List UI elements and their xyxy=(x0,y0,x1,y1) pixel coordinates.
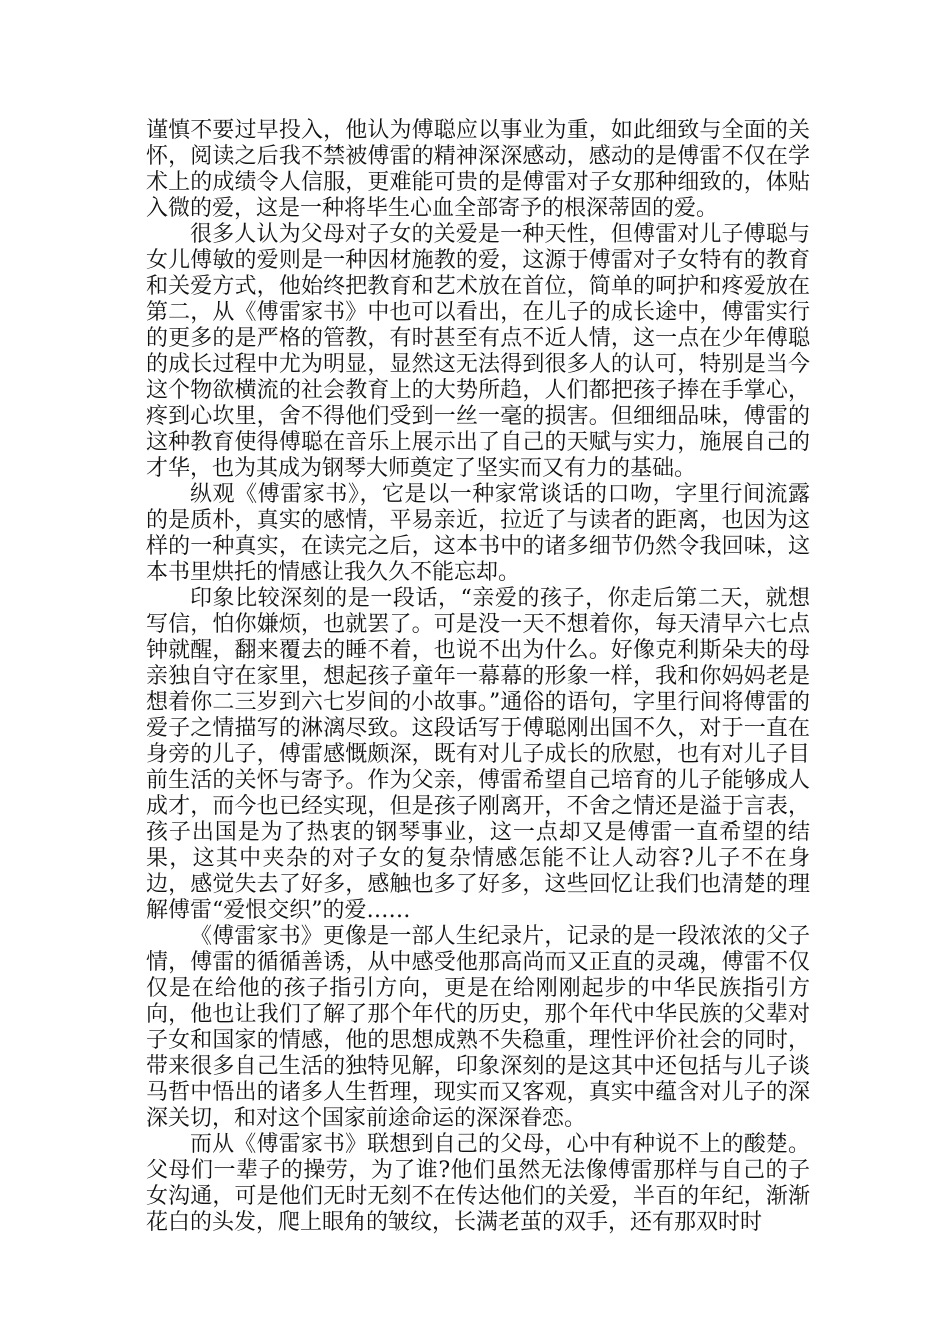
document-body xyxy=(146,118,810,1236)
paragraph-4: 印象比较深刻的是一段话，“亲爱的孩子，你走后第二天，就想写信，怕你嫌烦，也就罢了。可是没一天不想着你，每天清早六七点钟就醒，翻来覆去的睡不着，也说不出为什么。好像克利斯朵夫的母亲独自守在家里，想起孩子童年一幕幕的形象一样，我和你妈妈老是想着你二三岁到六七岁间的小故事。”通俗的语句，字里行间将傅雷的爱子之情描写的淋漓尽致。这段话写于傅聪刚出国不久，对于一直在身旁的儿子，傅雷感慨颇深，既有对儿子成长的欣慰，也有对儿子目前生活的关怀与寄予。作为父亲，傅雷希望自己培育的儿子能够成人成才，而今也已经实现，但是孩子刚离开，不舍之情还是溢于言表，孩子出国是为了热衷的钢琴事业，这一点却又是傅雷一直希望的结果，这其中夹杂的对子女的复杂情感怎能不让人动容?儿子不在身边，感觉失去了好多，感触也多了好多，这些回忆让我们也清楚的理解傅雷“爱恨交织”的爱…… xyxy=(146,586,810,923)
paragraph-3: 纵观《傅雷家书》，它是以一种家常谈话的口吻，字里行间流露的是质朴，真实的感情，平易亲近，拉近了与读者的距离，也因为这样的一种真实，在读完之后，这本书中的诸多细节仍然令我回味，这本书里烘托的情感让我久久不能忘却。 xyxy=(146,482,810,585)
paragraph-1: 谨慎不要过早投入，他认为傅聪应以事业为重，如此细致与全面的关怀，阅读之后我不禁被傅雷的精神深深感动，感动的是傅雷不仅在学术上的成绩令人信服，更难能可贵的是傅雷对子女那种细致的，体贴入微的爱，这是一种将毕生心血全部寄予的根深蒂固的爱。 xyxy=(146,118,810,221)
paragraph-5: 《傅雷家书》更像是一部人生纪录片，记录的是一段浓浓的父子情，傅雷的循循善诱，从中感受他那高尚而又正直的灵魂，傅雷不仅仅是在给他的孩子指引方向，更是在给刚刚起步的中华民族指引方向，他也让我们了解了那个年代的历史，那个年代中华民族的父辈对子女和国家的情感，他的思想成熟不失稳重，理性评价社会的同时，带来很多自己生活的独特见解，印象深刻的是这其中还包括与儿子谈马哲中悟出的诸多人生哲理，现实而又客观，真实中蕴含对儿子的深深关切，和对这个国家前途命运的深深眷恋。 xyxy=(146,924,810,1131)
paragraph-6: 而从《傅雷家书》联想到自己的父母，心中有种说不上的酸楚。父母们一辈子的操劳，为了谁?他们虽然无法像傅雷那样与自己的子女沟通，可是他们无时无刻不在传达他们的关爱，半百的年纪，渐渐花白的头发，爬上眼角的皱纹，长满老茧的双手，还有那双时时 xyxy=(146,1132,810,1235)
paragraph-2: 很多人认为父母对子女的关爱是一种天性，但傅雷对儿子傅聪与女儿傅敏的爱则是一种因材施教的爱，这源于傅雷对子女特有的教育和关爱方式，他始终把教育和艺术放在首位，简单的呵护和疼爱放在第二，从《傅雷家书》中也可以看出，在儿子的成长途中，傅雷实行的更多的是严格的管教，有时甚至有点不近人情，这一点在少年傅聪的成长过程中尤为明显，显然这无法得到很多人的认可，特别是当今这个物欲横流的社会教育上的大势所趋，人们都把孩子捧在手掌心，疼到心坎里，舍不得他们受到一丝一毫的损害。但细细品味，傅雷的这种教育使得傅聪在音乐上展示出了自己的天赋与实力，施展自己的才华，也为其成为钢琴大师奠定了坚实而又有力的基础。 xyxy=(146,222,810,481)
